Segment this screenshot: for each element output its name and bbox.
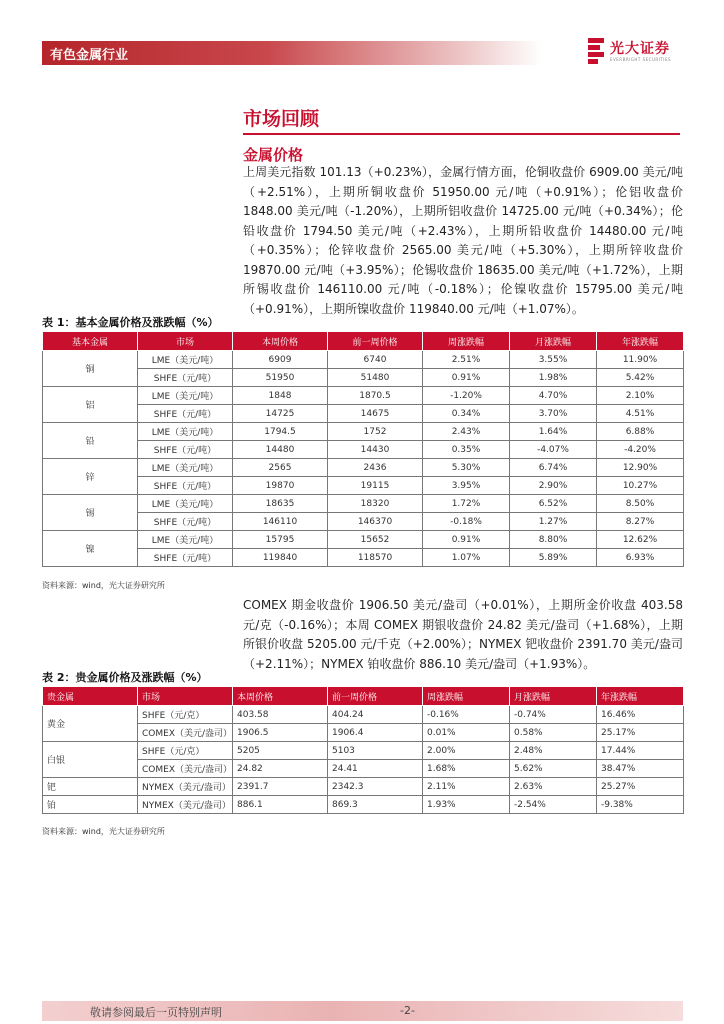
- value-cell: 1752: [328, 423, 423, 441]
- value-cell: 404.24: [328, 706, 423, 724]
- market-cell: SHFE（元/克）: [138, 742, 233, 760]
- value-cell: 11.90%: [597, 351, 684, 369]
- value-cell: 25.17%: [597, 724, 684, 742]
- value-cell: 15795: [233, 531, 328, 549]
- table2-header-row: [43, 687, 684, 706]
- value-cell: 25.27%: [597, 778, 684, 796]
- value-cell: 8.27%: [597, 513, 684, 531]
- value-cell: 5.62%: [510, 760, 597, 778]
- value-cell: 38.47%: [597, 760, 684, 778]
- table-row: [43, 549, 684, 567]
- metal-name-cell: 镍: [43, 531, 138, 567]
- logo-text: 光大证券: [610, 41, 670, 57]
- value-cell: 119840: [233, 549, 328, 567]
- value-cell: 5.89%: [510, 549, 597, 567]
- value-cell: 3.55%: [510, 351, 597, 369]
- value-cell: 6.74%: [510, 459, 597, 477]
- value-cell: 1.72%: [423, 495, 510, 513]
- market-cell: SHFE（元/吨）: [138, 405, 233, 423]
- table-row: [43, 387, 684, 405]
- value-cell: 1.98%: [510, 369, 597, 387]
- value-cell: 869.3: [328, 796, 423, 814]
- value-cell: -9.38%: [597, 796, 684, 814]
- value-cell: 2342.3: [328, 778, 423, 796]
- value-cell: 2.51%: [423, 351, 510, 369]
- table2-caption: 表 2：贵金属价格及涨跌幅（%）: [42, 671, 208, 684]
- metal-name-cell: 铂: [43, 796, 138, 814]
- value-cell: 5.30%: [423, 459, 510, 477]
- value-cell: 2.11%: [423, 778, 510, 796]
- value-cell: 1848: [233, 387, 328, 405]
- value-cell: 12.90%: [597, 459, 684, 477]
- market-cell: SHFE（元/吨）: [138, 549, 233, 567]
- value-cell: 1.07%: [423, 549, 510, 567]
- value-cell: 5.42%: [597, 369, 684, 387]
- value-cell: 18635: [233, 495, 328, 513]
- metal-name-cell: 黄金: [43, 706, 138, 742]
- table-row: [43, 760, 684, 778]
- value-cell: 2.43%: [423, 423, 510, 441]
- table-row: [43, 495, 684, 513]
- value-cell: -0.16%: [423, 706, 510, 724]
- value-cell: 0.34%: [423, 405, 510, 423]
- value-cell: 14725: [233, 405, 328, 423]
- value-cell: -4.20%: [597, 441, 684, 459]
- value-cell: -0.18%: [423, 513, 510, 531]
- value-cell: 6.93%: [597, 549, 684, 567]
- value-cell: -1.20%: [423, 387, 510, 405]
- market-cell: LME（美元/吨）: [138, 423, 233, 441]
- table-row: [43, 423, 684, 441]
- table-row: [43, 351, 684, 369]
- value-cell: 1.93%: [423, 796, 510, 814]
- value-cell: 1.68%: [423, 760, 510, 778]
- column-header: 本周价格: [233, 332, 328, 351]
- page-number: -2-: [400, 1004, 415, 1017]
- value-cell: 19870: [233, 477, 328, 495]
- footer-disclaimer: 敬请参阅最后一页特别声明: [90, 1006, 222, 1019]
- value-cell: 0.58%: [510, 724, 597, 742]
- value-cell: 4.51%: [597, 405, 684, 423]
- table-row: [43, 724, 684, 742]
- industry-banner: [42, 41, 542, 65]
- value-cell: 1870.5: [328, 387, 423, 405]
- value-cell: -0.74%: [510, 706, 597, 724]
- value-cell: 8.50%: [597, 495, 684, 513]
- table-row: [43, 441, 684, 459]
- value-cell: 146110: [233, 513, 328, 531]
- precious-metals-paragraph: COMEX 期金收盘价 1906.50 美元/盎司（+0.01%），上期所金价收盘 403.58 元/克（-0.16%）；本周 COMEX 期银收盘价 24.82 美元/盎司（+1.68%），上期所银价收盘 5205.00 元/千克（+2.00%）；NYMEX 钯收盘价 2391.70 美元/盎司（+2.11%）；NYMEX 铂收盘价 886.10 美元/盎司（+1.93%）。: [243, 598, 683, 671]
- value-cell: 0.91%: [423, 369, 510, 387]
- value-cell: 2391.7: [233, 778, 328, 796]
- market-cell: NYMEX（美元/盎司）: [138, 796, 233, 814]
- table-row: [43, 706, 684, 724]
- value-cell: 5205: [233, 742, 328, 760]
- value-cell: 403.58: [233, 706, 328, 724]
- value-cell: 51480: [328, 369, 423, 387]
- market-cell: COMEX（美元/盎司）: [138, 760, 233, 778]
- value-cell: 1906.5: [233, 724, 328, 742]
- value-cell: 146370: [328, 513, 423, 531]
- value-cell: 118570: [328, 549, 423, 567]
- company-logo: [588, 38, 688, 68]
- value-cell: 6909: [233, 351, 328, 369]
- subsection-title: 金属价格: [243, 146, 304, 164]
- base-metals-table: [42, 331, 684, 567]
- metal-name-cell: 铅: [43, 423, 138, 459]
- table-row: [43, 369, 684, 387]
- market-cell: LME（美元/吨）: [138, 531, 233, 549]
- column-header: 周涨跌幅: [423, 687, 510, 706]
- value-cell: 2436: [328, 459, 423, 477]
- value-cell: 2.00%: [423, 742, 510, 760]
- value-cell: 2.48%: [510, 742, 597, 760]
- value-cell: 5103: [328, 742, 423, 760]
- logo-mark-icon: [588, 38, 606, 64]
- table-row: [43, 778, 684, 796]
- value-cell: 2565: [233, 459, 328, 477]
- industry-label: 有色金属行业: [50, 48, 129, 63]
- value-cell: 8.80%: [510, 531, 597, 549]
- market-cell: SHFE（元/克）: [138, 706, 233, 724]
- table1-caption: 表 1：基本金属价格及涨跌幅（%）: [42, 316, 219, 329]
- column-header: 市场: [138, 687, 233, 706]
- table-row: [43, 796, 684, 814]
- market-cell: LME（美元/吨）: [138, 495, 233, 513]
- value-cell: 2.10%: [597, 387, 684, 405]
- market-cell: LME（美元/吨）: [138, 351, 233, 369]
- metal-name-cell: 锌: [43, 459, 138, 495]
- value-cell: 15652: [328, 531, 423, 549]
- column-header: 基本金属: [43, 332, 138, 351]
- column-header: 周涨跌幅: [423, 332, 510, 351]
- value-cell: 0.01%: [423, 724, 510, 742]
- value-cell: 1906.4: [328, 724, 423, 742]
- column-header: 前一周价格: [328, 332, 423, 351]
- value-cell: 2.63%: [510, 778, 597, 796]
- column-header: 年涨跌幅: [597, 687, 684, 706]
- table2-source: 资料来源：wind，光大证券研究所: [42, 827, 165, 836]
- value-cell: 1.27%: [510, 513, 597, 531]
- column-header: 月涨跌幅: [510, 332, 597, 351]
- precious-metals-table: [42, 686, 684, 814]
- market-cell: COMEX（美元/盎司）: [138, 724, 233, 742]
- value-cell: 12.62%: [597, 531, 684, 549]
- market-cell: SHFE（元/吨）: [138, 513, 233, 531]
- value-cell: 6.52%: [510, 495, 597, 513]
- value-cell: 14675: [328, 405, 423, 423]
- value-cell: 24.41: [328, 760, 423, 778]
- column-header: 本周价格: [233, 687, 328, 706]
- table-row: [43, 742, 684, 760]
- section-divider: [243, 133, 680, 135]
- value-cell: -2.54%: [510, 796, 597, 814]
- value-cell: 0.91%: [423, 531, 510, 549]
- value-cell: 1.64%: [510, 423, 597, 441]
- column-header: 前一周价格: [328, 687, 423, 706]
- value-cell: 1794.5: [233, 423, 328, 441]
- value-cell: 0.35%: [423, 441, 510, 459]
- value-cell: 6.88%: [597, 423, 684, 441]
- metal-name-cell: 锡: [43, 495, 138, 531]
- table-row: [43, 531, 684, 549]
- value-cell: 3.70%: [510, 405, 597, 423]
- logo-subtext: EVERBRIGHT SECURITIES: [610, 57, 672, 62]
- metal-name-cell: 铝: [43, 387, 138, 423]
- value-cell: 14480: [233, 441, 328, 459]
- value-cell: 24.82: [233, 760, 328, 778]
- value-cell: 3.95%: [423, 477, 510, 495]
- market-cell: LME（美元/吨）: [138, 387, 233, 405]
- value-cell: 6740: [328, 351, 423, 369]
- column-header: 月涨跌幅: [510, 687, 597, 706]
- value-cell: 4.70%: [510, 387, 597, 405]
- value-cell: 10.27%: [597, 477, 684, 495]
- value-cell: 886.1: [233, 796, 328, 814]
- value-cell: -4.07%: [510, 441, 597, 459]
- table-row: [43, 477, 684, 495]
- table-row: [43, 459, 684, 477]
- value-cell: 19115: [328, 477, 423, 495]
- table-row: [43, 405, 684, 423]
- table1-header-row: [43, 332, 684, 351]
- column-header: 年涨跌幅: [597, 332, 684, 351]
- market-cell: SHFE（元/吨）: [138, 477, 233, 495]
- market-cell: LME（美元/吨）: [138, 459, 233, 477]
- market-cell: SHFE（元/吨）: [138, 369, 233, 387]
- value-cell: 18320: [328, 495, 423, 513]
- base-metals-paragraph: 上周美元指数 101.13（+0.23%），金属行情方面，伦铜收盘价 6909.00 美元/吨（+2.51%），上期所铜收盘价 51950.00 元/吨（+0.91%）；伦铝收盘价 1848.00 美元/吨（-1.20%），上期所铝收盘价 14725.00 元/吨（+0.34%）；伦铅收盘价 1794.50 美元/吨（+2.43%），上期所铅收盘价 14480.00 元/吨（+0.35%）；伦锌收盘价 2565.00 美元/吨（+5.30%），上期所锌收盘价 19870.00 元/吨（+3.95%）；伦锡收盘价 18635.00 美元/吨（+1.72%），上期所锡收盘价 146110.00 元/吨（-0.18%）；伦镍收盘价 15795.00 美元/吨（+0.91%），上期所镍收盘价 119840.00 元/吨（+1.07%）。: [243, 165, 683, 316]
- metal-name-cell: 钯: [43, 778, 138, 796]
- market-cell: SHFE（元/吨）: [138, 441, 233, 459]
- table-row: [43, 513, 684, 531]
- value-cell: 51950: [233, 369, 328, 387]
- value-cell: 16.46%: [597, 706, 684, 724]
- value-cell: 14430: [328, 441, 423, 459]
- metal-name-cell: 铜: [43, 351, 138, 387]
- table1-source: 资料来源：wind，光大证券研究所: [42, 581, 165, 590]
- metal-name-cell: 白银: [43, 742, 138, 778]
- market-cell: NYMEX（美元/盎司）: [138, 778, 233, 796]
- value-cell: 17.44%: [597, 742, 684, 760]
- column-header: 贵金属: [43, 687, 138, 706]
- section-title: 市场回顾: [243, 108, 320, 130]
- column-header: 市场: [138, 332, 233, 351]
- value-cell: 2.90%: [510, 477, 597, 495]
